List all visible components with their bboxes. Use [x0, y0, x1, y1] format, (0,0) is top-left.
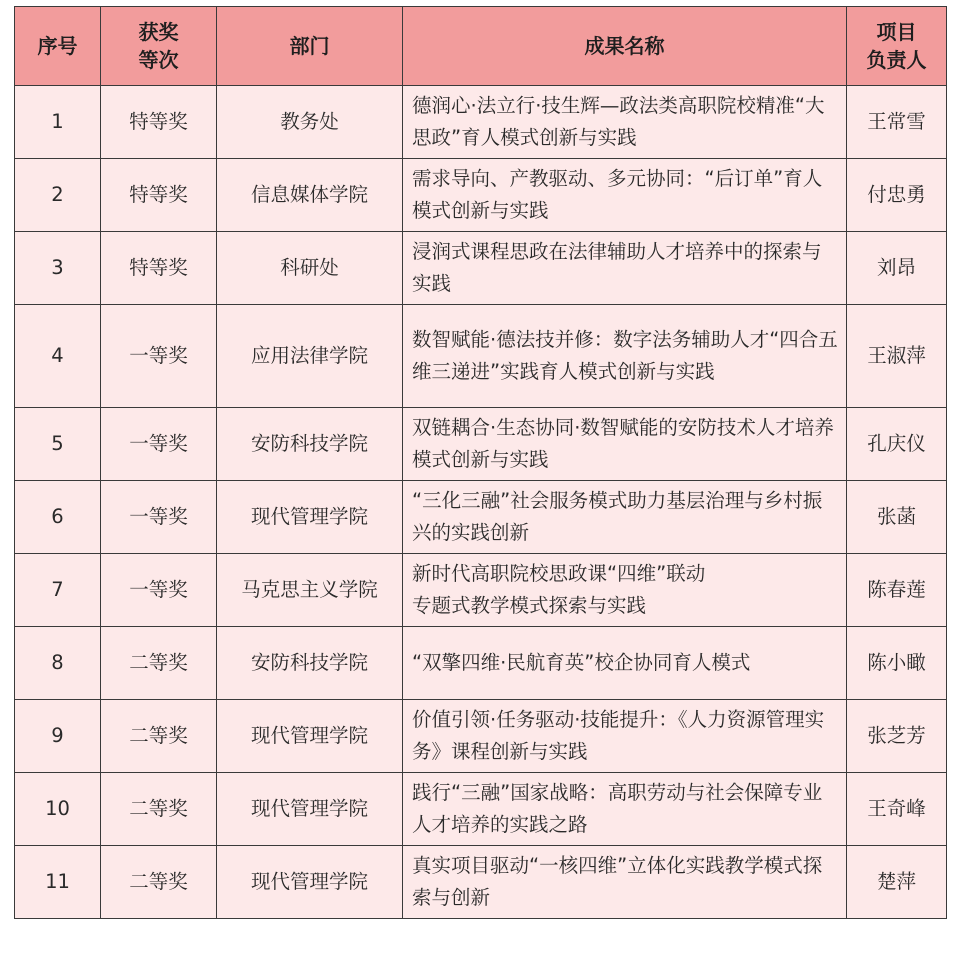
cell-leader: 刘昂	[847, 232, 947, 305]
cell-title: 数智赋能·德法技并修：数字法务辅助人才“四合五维三递进”实践育人模式创新与实践	[403, 305, 847, 408]
header-leader-line2: 负责人	[866, 48, 927, 72]
cell-award: 特等奖	[101, 86, 217, 159]
cell-award: 一等奖	[101, 554, 217, 627]
cell-leader: 陈春莲	[847, 554, 947, 627]
cell-title: 浸润式课程思政在法律辅助人才培养中的探索与实践	[403, 232, 847, 305]
table-row	[15, 159, 947, 232]
cell-index: 3	[15, 232, 101, 305]
cell-award: 二等奖	[101, 773, 217, 846]
table-body	[15, 86, 947, 919]
cell-department: 科研处	[217, 232, 403, 305]
cell-department: 马克思主义学院	[217, 554, 403, 627]
cell-leader: 张菡	[847, 481, 947, 554]
cell-leader: 楚萍	[847, 846, 947, 919]
header-department: 部门	[217, 7, 403, 86]
cell-title: “三化三融”社会服务模式助力基层治理与乡村振兴的实践创新	[403, 481, 847, 554]
cell-index: 11	[15, 846, 101, 919]
cell-title: 需求导向、产教驱动、多元协同：“后订单”育人模式创新与实践	[403, 159, 847, 232]
cell-index: 5	[15, 408, 101, 481]
cell-title	[403, 554, 847, 627]
cell-leader: 孔庆仪	[847, 408, 947, 481]
header-leader	[847, 7, 947, 86]
cell-title: 价值引领·任务驱动·技能提升：《人力资源管理实务》课程创新与实践	[403, 700, 847, 773]
cell-award: 一等奖	[101, 305, 217, 408]
cell-department: 安防科技学院	[217, 627, 403, 700]
cell-title-line1: 新时代高职院校思政课“四维”联动	[412, 562, 706, 585]
awards-table	[14, 6, 947, 919]
table-row	[15, 700, 947, 773]
cell-index: 6	[15, 481, 101, 554]
cell-index: 2	[15, 159, 101, 232]
cell-index: 1	[15, 86, 101, 159]
cell-award: 特等奖	[101, 232, 217, 305]
table-row	[15, 408, 947, 481]
cell-title: 践行“三融”国家战略：高职劳动与社会保障专业人才培养的实践之路	[403, 773, 847, 846]
cell-leader: 张芝芳	[847, 700, 947, 773]
header-award-line2: 等次	[138, 48, 179, 72]
table-row	[15, 773, 947, 846]
cell-award: 二等奖	[101, 846, 217, 919]
table-row	[15, 481, 947, 554]
cell-department: 应用法律学院	[217, 305, 403, 408]
cell-department: 现代管理学院	[217, 846, 403, 919]
table-row	[15, 86, 947, 159]
cell-title: 双链耦合·生态协同·数智赋能的安防技术人才培养模式创新与实践	[403, 408, 847, 481]
cell-department: 教务处	[217, 86, 403, 159]
header-award-line1: 获奖	[138, 20, 179, 44]
cell-leader: 王淑萍	[847, 305, 947, 408]
table-row	[15, 846, 947, 919]
table-row	[15, 305, 947, 408]
cell-leader: 付忠勇	[847, 159, 947, 232]
table-header	[15, 7, 947, 86]
cell-department: 现代管理学院	[217, 700, 403, 773]
cell-department: 现代管理学院	[217, 773, 403, 846]
cell-index: 8	[15, 627, 101, 700]
header-row	[15, 7, 947, 86]
cell-department: 现代管理学院	[217, 481, 403, 554]
cell-title: 德润心·法立行·技生辉—政法类高职院校精准“大思政”育人模式创新与实践	[403, 86, 847, 159]
header-leader-line1: 项目	[876, 20, 917, 44]
cell-department: 安防科技学院	[217, 408, 403, 481]
cell-leader: 王常雪	[847, 86, 947, 159]
awards-table-wrapper	[14, 6, 946, 919]
cell-leader: 王奇峰	[847, 773, 947, 846]
table-row	[15, 627, 947, 700]
cell-award: 二等奖	[101, 700, 217, 773]
cell-title: “双擎四维·民航育英”校企协同育人模式	[403, 627, 847, 700]
table-row	[15, 554, 947, 627]
cell-index: 9	[15, 700, 101, 773]
cell-title: 真实项目驱动“一核四维”立体化实践教学模式探索与创新	[403, 846, 847, 919]
cell-department: 信息媒体学院	[217, 159, 403, 232]
header-index: 序号	[15, 7, 101, 86]
table-row	[15, 232, 947, 305]
cell-leader: 陈小瞰	[847, 627, 947, 700]
cell-award: 二等奖	[101, 627, 217, 700]
header-title: 成果名称	[403, 7, 847, 86]
cell-index: 4	[15, 305, 101, 408]
cell-award: 特等奖	[101, 159, 217, 232]
cell-index: 10	[15, 773, 101, 846]
cell-award: 一等奖	[101, 481, 217, 554]
header-award	[101, 7, 217, 86]
cell-award: 一等奖	[101, 408, 217, 481]
cell-title-line2: 专题式教学模式探索与实践	[412, 594, 647, 617]
cell-index: 7	[15, 554, 101, 627]
